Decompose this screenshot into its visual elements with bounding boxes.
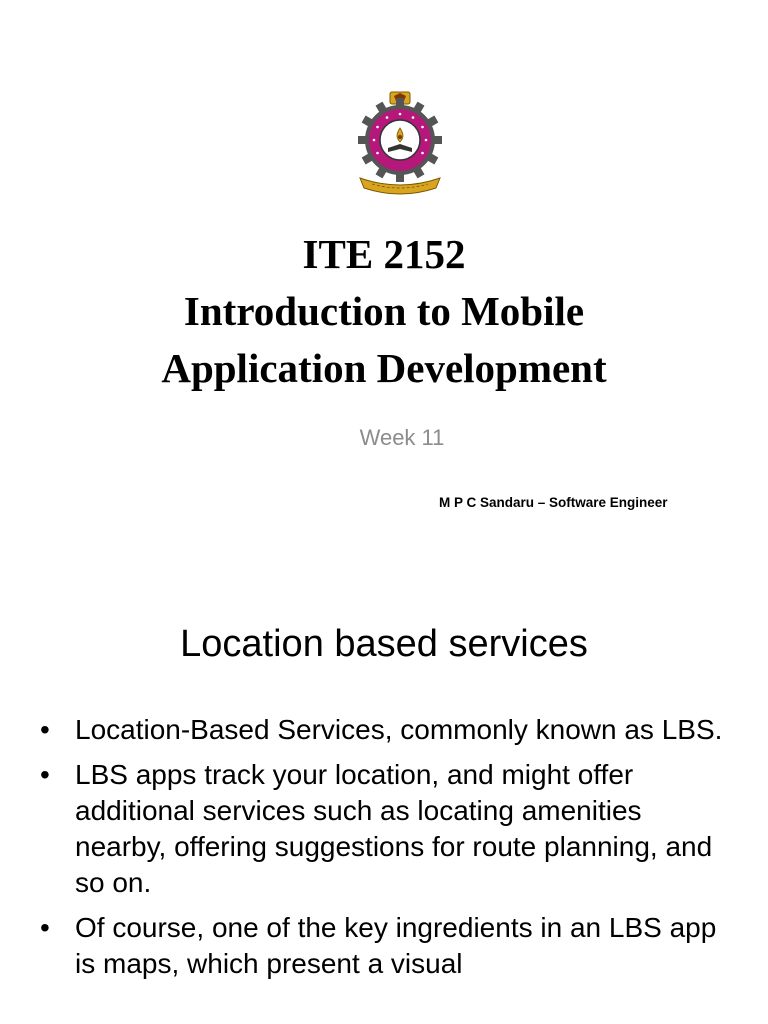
list-item — [38, 910, 738, 982]
bullet-list — [38, 712, 738, 991]
course-title-line-1: Introduction to Mobile — [183, 288, 585, 334]
bullet-text: Of course, one of the key ingredients in an LBS app is maps, which present a visual — [75, 912, 717, 979]
bullet-text: LBS apps track your location, and might offer additional services such as locating amenities nearby, offering suggestions for route planning, and so on. — [75, 759, 713, 898]
week-subtitle: Week 11 — [359, 425, 445, 450]
crest-icon — [350, 88, 450, 196]
bullet-icon: • — [40, 759, 50, 790]
university-crest-logo — [350, 88, 450, 196]
bullet-icon: • — [40, 912, 50, 943]
author-credit: M P C Sandaru – Software Engineer — [439, 495, 668, 510]
bullet-text: Location-Based Services, commonly known as LBS. — [75, 714, 723, 745]
content-slide — [0, 576, 768, 1024]
course-code-title: ITE 2152 — [302, 231, 466, 277]
slide-heading: Location based services — [180, 623, 588, 665]
list-item — [38, 712, 738, 748]
bullet-icon: • — [40, 714, 50, 745]
course-title-line-2: Application Development — [161, 345, 607, 391]
list-item — [38, 757, 738, 901]
